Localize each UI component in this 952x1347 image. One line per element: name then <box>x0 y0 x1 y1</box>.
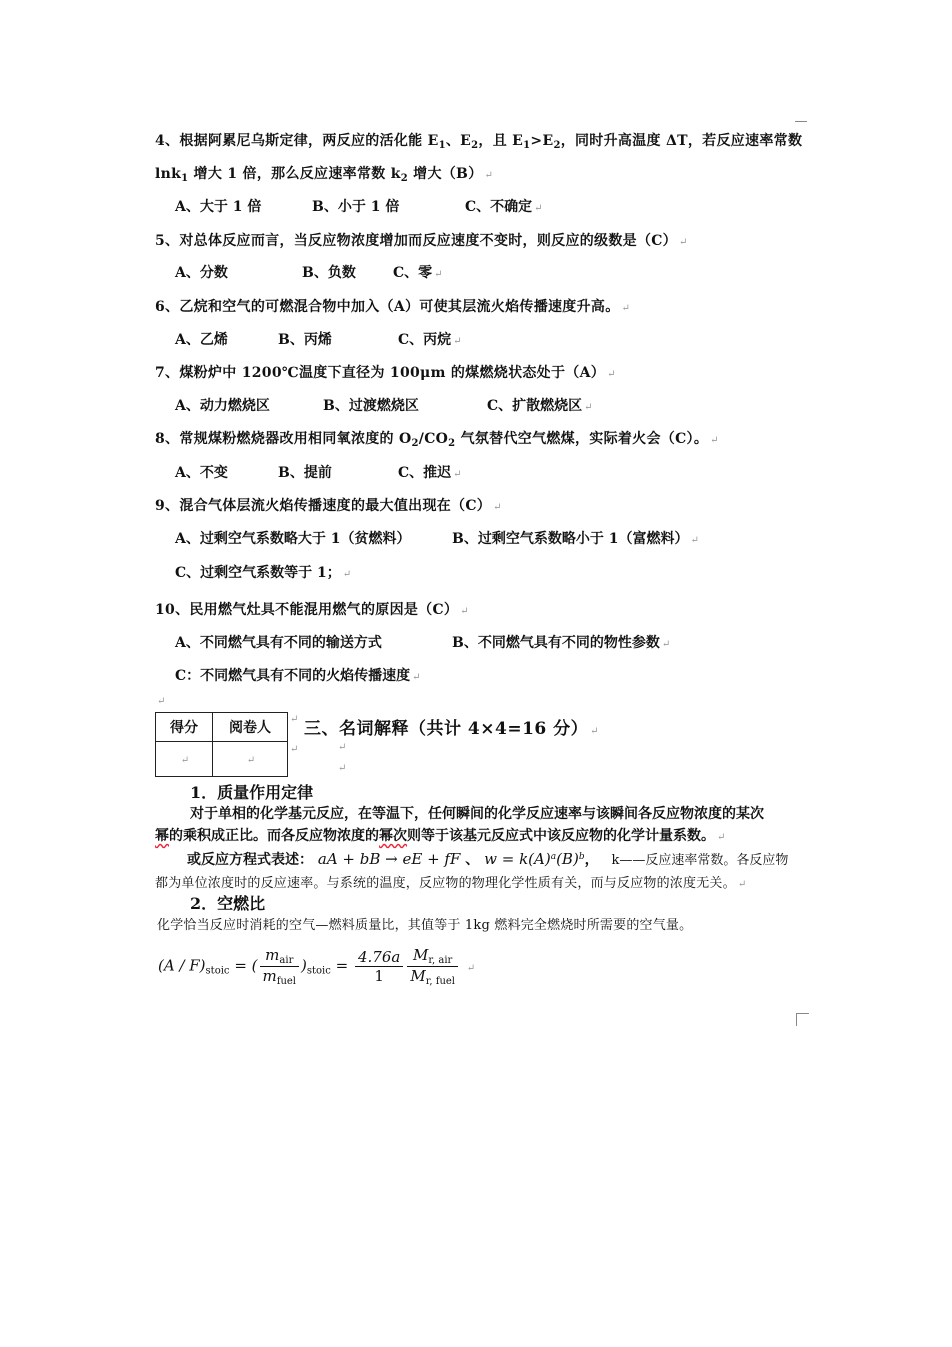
rate-equation <box>484 850 584 868</box>
paragraph-mark: ↵ <box>661 639 671 650</box>
q6-option-b: B、丙烯 <box>278 332 332 348</box>
spellcheck-word: 幂次 <box>379 828 407 844</box>
q4-option-c: C、不确定 <box>465 199 533 215</box>
term-1-text: 的乘积成正比。而各反应物浓度的 <box>169 828 379 844</box>
q9-text: 9、混合气体层流火焰传播速度的最大值出现在（C） <box>155 498 492 514</box>
q5-option-b: B、负数 <box>302 265 356 281</box>
grader-header: 阅卷人 <box>229 720 271 736</box>
paragraph-mark: ↵ <box>590 726 600 737</box>
subscript: r, air <box>428 955 453 966</box>
formula-symbol: m <box>262 967 277 985</box>
grader-cell[interactable] <box>213 742 288 777</box>
q9-option-c-wrap <box>175 562 351 582</box>
question-4-line-1 <box>155 130 802 151</box>
q10-option-b: B、不同燃气具有不同的物性参数 <box>452 635 660 651</box>
formula-paren: ) <box>301 956 307 975</box>
q5-option-c: C、零 <box>393 265 433 281</box>
q4-text: 、E <box>445 133 472 149</box>
q8-option-a: A、不变 <box>175 465 228 481</box>
reaction-equation: aA + bB → eE + fF <box>317 850 461 868</box>
subscript: 1 <box>181 173 189 184</box>
subscript: stoic <box>306 965 331 977</box>
subscript: 2 <box>448 438 456 449</box>
q8-option-b: B、提前 <box>278 465 332 481</box>
paragraph-mark: ↵ <box>434 269 443 280</box>
equation-label: 或反应方程式表述： <box>187 852 313 868</box>
paragraph-mark: ↵ <box>460 606 469 617</box>
rate-eq-part: w = k(A) <box>484 850 551 868</box>
term-1-heading: 1．质量作用定律 <box>190 783 314 802</box>
subscript: 2 <box>471 140 479 151</box>
q4-text: 增大 1 倍，那么反应速率常数 k <box>188 166 401 182</box>
subscript: 1 <box>523 140 531 151</box>
q7-option-a: A、动力燃烧区 <box>175 398 270 414</box>
paragraph-mark: ↵ <box>453 336 462 347</box>
section-3-title: 三、名词解释（共计 4×4=16 分） <box>304 719 589 739</box>
term-1-equation-line <box>187 849 788 869</box>
q7-option-c: C、扩散燃烧区 <box>487 398 583 414</box>
cell-mark: ↵ <box>180 755 190 766</box>
paragraph-mark: ↵ <box>607 369 616 380</box>
term-1-para-2-line-2 <box>155 872 746 891</box>
molar-mass-fraction <box>407 946 458 987</box>
q8-text: /CO <box>418 431 449 447</box>
paragraph-mark: ↵ <box>717 832 726 843</box>
q4-text: 增大（B） <box>407 166 483 182</box>
score-table <box>155 712 288 777</box>
q4-text: ，且 E <box>478 133 524 149</box>
subscript: air <box>279 955 294 966</box>
q8-text: 8、常规煤粉燃烧器改用相同氧浓度的 O <box>155 431 412 447</box>
question-8 <box>155 428 719 449</box>
fraction-denominator <box>260 967 300 987</box>
question-6 <box>155 296 630 316</box>
subscript: stoic <box>205 965 230 977</box>
q7-option-b: B、过渡燃烧区 <box>323 398 419 414</box>
q10-option-c: C：不同燃气具有不同的火焰传播速度 <box>175 668 411 684</box>
grader-header-cell <box>213 713 288 742</box>
formula-symbol: m <box>265 946 280 964</box>
superscript: a <box>550 852 557 862</box>
fraction-numerator: 4.76a <box>355 948 403 967</box>
superscript: b <box>578 852 585 862</box>
paragraph-mark: ↵ <box>678 237 688 248</box>
paragraph-mark: ↵ <box>290 714 299 725</box>
spellcheck-word: 幂 <box>155 828 169 844</box>
formula-eq: = <box>335 956 349 975</box>
paragraph-mark: ↵ <box>534 203 543 214</box>
paragraph-mark: ↵ <box>412 672 421 683</box>
q9-option-b: B、过剩空气系数略小于 1（富燃料） <box>452 531 689 547</box>
page-corner-mark-bottom <box>796 1013 809 1026</box>
q6-option-c-wrap <box>398 329 462 349</box>
q4-option-c-wrap <box>465 196 543 216</box>
q9-option-c: C、过剩空气系数等于 1； <box>175 565 341 581</box>
q8-text: 气氛替代空气燃煤，实际着火会（C）。 <box>455 431 709 447</box>
paragraph-mark: ↵ <box>338 742 347 753</box>
subscript: 2 <box>400 173 408 184</box>
q6-option-a: A、乙烯 <box>175 332 228 348</box>
fraction-denominator <box>407 967 458 987</box>
term-1-text: 都为单位浓度时的反应速率。与系统的温度，反应物的物理化学性质有关，而与反应物的浓度无关。 <box>155 876 736 891</box>
fraction-denominator: 1 <box>374 967 384 985</box>
paragraph-mark: ↵ <box>710 435 719 446</box>
score-cell[interactable] <box>156 742 213 777</box>
q6-text: 6、乙烷和空气的可燃混合物中加入（A）可使其层流火焰传播速度升高。 <box>155 299 620 315</box>
paragraph-mark: ↵ <box>621 303 631 314</box>
paragraph-mark: ↵ <box>157 696 166 707</box>
formula-lhs: (A / F) <box>158 956 206 975</box>
q7-option-c-wrap <box>487 395 593 415</box>
separator: 、 <box>465 852 480 868</box>
q10-option-a: A、不同燃气具有不同的输送方式 <box>175 635 382 651</box>
term-2-heading: 2．空燃比 <box>190 894 266 913</box>
subscript: 2 <box>553 140 561 151</box>
air-fuel-ratio-formula <box>158 946 475 987</box>
term-1-text: 则等于该基元反应式中该反应物的化学计量系数。 <box>407 828 715 844</box>
question-10 <box>155 599 469 619</box>
formula-symbol: M <box>413 946 429 964</box>
paragraph-mark: ↵ <box>290 744 299 755</box>
paragraph-mark: ↵ <box>466 962 476 974</box>
formula-eq: = ( <box>234 956 258 975</box>
term-2-para: 化学恰当反应时消耗的空气—燃料质量比，其值等于 1kg 燃料完全燃烧时所需要的空气量。 <box>157 918 693 933</box>
q9-option-a: A、过剩空气系数略大于 1（贫燃料） <box>175 531 411 547</box>
term-1-para-line-1: 对于单相的化学基元反应，在等温下，任何瞬间的化学反应速率与该瞬间各反应物浓度的某次 <box>190 806 764 822</box>
term-1-para-line-2 <box>155 825 725 845</box>
paragraph-mark: ↵ <box>338 763 347 774</box>
subscript: 1 <box>438 140 446 151</box>
paragraph-mark: ↵ <box>690 535 699 546</box>
paragraph-mark: ↵ <box>484 170 494 181</box>
q4-text: >E <box>530 133 554 149</box>
question-5 <box>155 230 688 250</box>
question-7 <box>155 362 616 382</box>
q5-option-c-wrap <box>393 262 443 282</box>
question-9 <box>155 495 502 515</box>
q4-text: ，同时升高温度 ΔT，若反应速率常数 <box>560 133 803 149</box>
q4-option-b: B、小于 1 倍 <box>312 199 400 215</box>
coefficient-fraction <box>355 948 403 985</box>
q5-text: 5、对总体反应而言，当反应物浓度增加而反应速度不变时，则反应的级数是（C） <box>155 233 677 249</box>
q9-option-b-wrap <box>452 528 699 548</box>
cell-mark: ↵ <box>246 755 256 766</box>
paragraph-mark: ↵ <box>453 469 462 480</box>
question-4-line-2 <box>155 163 493 184</box>
q10-text: 10、民用燃气灶具不能混用燃气的原因是（C） <box>155 602 459 618</box>
q4-option-a: A、大于 1 倍 <box>175 199 262 215</box>
paragraph-mark: ↵ <box>737 879 747 890</box>
page-corner-mark-top <box>795 121 807 122</box>
q10-option-c-wrap <box>175 665 421 685</box>
subscript: 2 <box>411 438 419 449</box>
paragraph-mark: ↵ <box>342 569 352 580</box>
q8-option-c-wrap <box>398 462 462 482</box>
rate-constant-definition: k——反应速率常数。各反应物 <box>611 853 789 868</box>
fraction-numerator <box>407 946 458 967</box>
subscript: fuel <box>276 976 297 987</box>
q4-text: lnk <box>155 166 182 182</box>
q8-option-c: C、推迟 <box>398 465 452 481</box>
q5-option-a: A、分数 <box>175 265 228 281</box>
q4-text: 4、根据阿累尼乌斯定律，两反应的活化能 E <box>155 133 439 149</box>
subscript: r, fuel <box>425 976 455 987</box>
formula-symbol: M <box>410 967 426 985</box>
q7-text: 7、煤粉炉中 1200℃温度下直径为 100μm 的煤燃烧状态处于（A） <box>155 365 606 381</box>
paragraph-mark: ↵ <box>493 502 502 513</box>
q6-option-c: C、丙烷 <box>398 332 452 348</box>
section-3-title-wrap <box>304 714 599 739</box>
fraction-numerator <box>260 946 300 967</box>
paragraph-mark: ↵ <box>584 402 593 413</box>
separator: ， <box>584 852 599 868</box>
mass-fraction <box>260 946 300 987</box>
score-header: 得分 <box>156 713 213 742</box>
q10-option-b-wrap <box>452 632 670 652</box>
rate-eq-part: (B) <box>556 850 579 868</box>
